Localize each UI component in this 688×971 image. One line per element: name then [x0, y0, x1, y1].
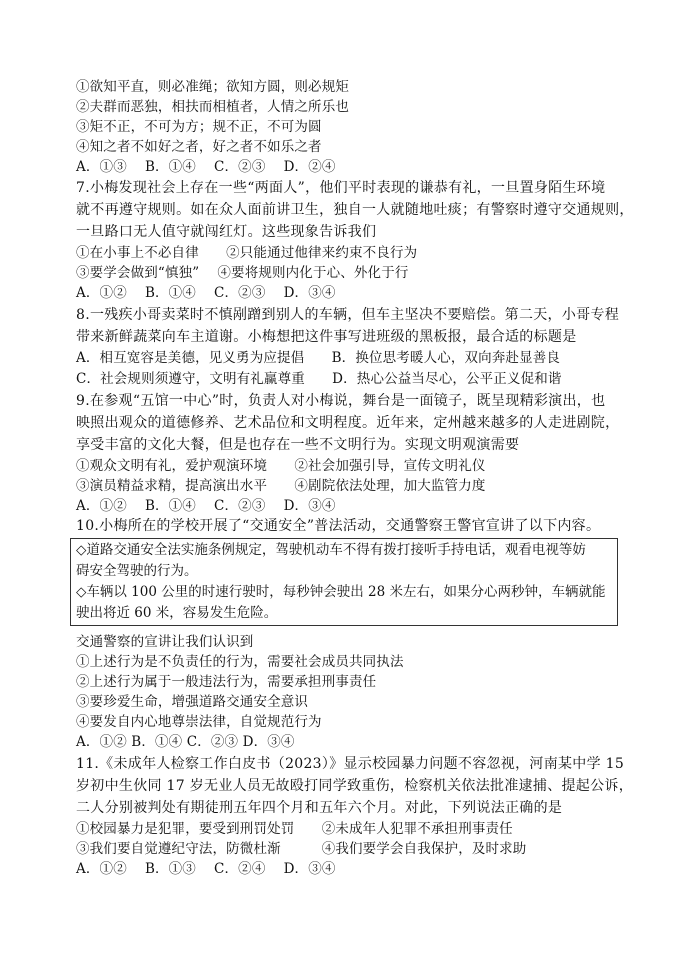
q10-stem-line-1: 10.小梅所在的学校开展了“交通安全”普法活动，交通警察王警官宣讲了以下内容。	[76, 518, 601, 534]
q6-statement-4: ④知之者不如好之者，好之者不如乐之者	[76, 139, 322, 155]
q7-statements-2: ③要学会做到“慎独” ④要将规则内化于心、外化于行	[76, 265, 409, 281]
q6-statement-2: ②夫群而恶独，相扶而相植者，人情之所乐也	[76, 99, 349, 115]
q8-stem-line-1: 8.一残疾小哥卖菜时不慎剐蹭到别人的车辆，但车主坚决不要赔偿。第二天，小哥专程	[76, 307, 620, 323]
q8-options-ab: A．相互宽容是美德，见义勇为应提倡 B．换位思考暖人心，双向奔赴显善良	[76, 350, 561, 366]
q11-choices: A．①② B．①③ C．②④ D．③④	[76, 861, 336, 877]
q10-statement-2: ②上述行为属于一般违法行为，需要承担刑事责任	[76, 674, 377, 690]
q9-stem-line-1: 9.在参观“五馆一中心”时，负责人对小梅说，舞台是一面镜子，既呈现精彩演出，也	[76, 393, 606, 409]
q10-box-line-1: ◇道路交通安全法实施条例规定，驾驶机动车不得有拨打接听手持电话，观看电视等妨	[76, 542, 586, 558]
q7-stem-line-3: 一旦路口无人值守就闯红灯。这些现象告诉我们	[76, 224, 377, 240]
q8-stem-line-2: 带来新鲜蔬菜向车主道谢。小梅想把这件事写进班级的黑板报，最合适的标题是	[76, 329, 577, 345]
q11-stem-line-2: 岁初中生伙同 17 岁无业人员无故殴打同学致重伤，检察机关依法批准逮捕、提起公诉，	[76, 778, 634, 794]
q8-options-cd: C．社会规则须遵守，文明有礼赢尊重 D．热心公益当尽心，公平正义促和谐	[76, 371, 562, 387]
q9-statements-1: ①观众文明有礼，爱护观演环境 ②社会加强引导，宣传文明礼仪	[76, 458, 486, 474]
q7-stem-line-2: 就不再遵守规则。如在众人面前讲卫生，独自一人就随地吐痰；有警察时遵守交通规则，	[76, 202, 634, 218]
q9-stem-line-2: 映照出观众的道德修养、艺术品位和文明程度。近年来，定州越来越多的人走进剧院，	[76, 415, 620, 431]
q10-quote-box	[70, 538, 618, 626]
q7-stem-line-1: 7.小梅发现社会上存在一些“两面人”，他们平时表现的谦恭有礼，一旦置身陌生环境	[76, 180, 606, 196]
q10-box-line-3: ◇车辆以 100 公里的时速行驶时，每秒钟会驶出 28 米左右，如果分心两秒钟，车辆就能	[76, 584, 606, 600]
q10-box-line-4: 驶出将近 60 米，容易发生危险。	[76, 605, 278, 621]
q11-statements-2: ③我们要自觉遵纪守法，防微杜渐 ④我们要学会自我保护，及时求助	[76, 841, 527, 857]
q10-box-line-2: 碍安全驾驶的行为。	[76, 563, 198, 579]
q11-statements-1: ①校园暴力是犯罪，要受到刑罚处罚 ②未成年人犯罪不承担刑事责任	[76, 821, 513, 837]
q10-statement-1: ①上述行为是不负责任的行为，需要社会成员共同执法	[76, 654, 404, 670]
q9-statements-2: ③演员精益求精，提高演出水平 ④剧院依法处理，加大监管力度	[76, 478, 486, 494]
q10-stem-line-2: 交通警察的宣讲让我们认识到	[76, 634, 254, 650]
q9-choices: A．①② B．①④ C．②③ D．③④	[76, 498, 336, 514]
q6-choices: A．①③ B．①④ C．②③ D．②④	[76, 159, 336, 175]
q6-statement-1: ①欲知平直，则必准绳；欲知方圆，则必规矩	[76, 79, 349, 95]
q10-statement-4: ④要发自内心地尊崇法律，自觉规范行为	[76, 714, 322, 730]
q7-statements-1: ①在小事上不必自律 ②只能通过他律来约束不良行为	[76, 245, 418, 261]
q7-choices: A．①② B．①④ C．②③ D．③④	[76, 285, 336, 301]
q10-statement-3: ③要珍爱生命，增强道路交通安全意识	[76, 694, 309, 710]
q6-statement-3: ③矩不正，不可为方；规不正，不可为圆	[76, 119, 322, 135]
q11-stem-line-3: 二人分别被判处有期徒刑五年四个月和五年六个月。对此，下列说法正确的是	[76, 800, 563, 816]
q10-choices: A．①② B．①④ C．②③ D．③④	[76, 734, 295, 750]
q9-stem-line-3: 享受丰富的文化大餐，但是也存在一些不文明行为。实现文明观演需要	[76, 437, 520, 453]
q11-stem-line-1: 11.《未成年人检察工作白皮书（2023）》显示校园暴力问题不容忽视，河南某中学 15	[76, 756, 625, 772]
